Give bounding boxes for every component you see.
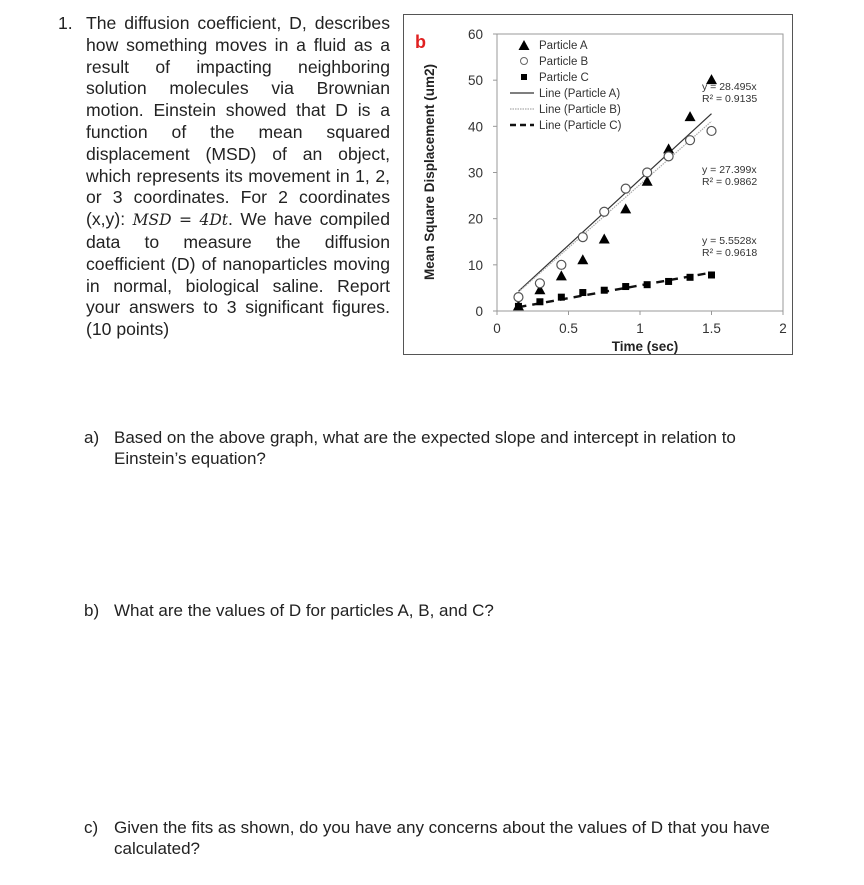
data-point-b: [514, 293, 523, 302]
y-axis-label: Mean Square Displacement (um2): [422, 63, 437, 281]
legend-circle-icon: [521, 58, 528, 65]
data-point-c: [644, 281, 651, 288]
data-point-a: [599, 233, 610, 243]
data-point-c: [622, 283, 629, 290]
legend-label: Line (Particle B): [539, 104, 621, 116]
data-point-c: [536, 298, 543, 305]
question-a-text: Based on the above graph, what are the expected slope and intercept in relation to Einstein’s equation?: [114, 428, 736, 468]
question-c: [84, 817, 804, 859]
problem-text-1: The diffusion coefficient, D, describes how something moves in a fluid as a result of impacting neighboring solution molecules via Brownian motion. Einstein showed that D is a function of the mean squared displacement (MSD) of an object, which represents its movement in 1, 2, or 3 coordinates. For 2 coordinates (x,y):: [86, 13, 390, 230]
legend-label: Particle C: [539, 72, 589, 84]
legend-square-icon: [521, 74, 527, 80]
question-c-label: c): [84, 818, 99, 837]
y-tick-label: 30: [467, 165, 483, 181]
fit-equation-b: y = 27.399x: [702, 164, 757, 176]
data-point-c: [579, 289, 586, 296]
x-axis-label: Time (sec): [611, 339, 679, 354]
data-point-c: [515, 303, 522, 310]
problem-number: 1.: [58, 13, 73, 33]
legend-label: Particle A: [539, 40, 588, 52]
fit-equation-c: y = 5.5528x: [702, 235, 757, 247]
y-tick-label: 60: [467, 27, 483, 42]
question-a: [84, 427, 804, 469]
fit-line-c: [518, 273, 711, 308]
question-b-text: What are the values of D for particles A, B, and C?: [114, 601, 494, 620]
data-point-a: [577, 254, 588, 264]
data-point-a: [620, 203, 631, 213]
problem-body: [86, 13, 390, 341]
fit-line-a: [518, 114, 711, 292]
data-point-c: [665, 278, 672, 285]
data-point-b: [686, 136, 695, 145]
y-tick-label: 0: [475, 304, 483, 319]
data-point-a: [556, 270, 567, 280]
fit-r2-a: R² = 0.9135: [702, 93, 758, 105]
x-tick-label: 0: [493, 321, 501, 336]
data-point-b: [600, 207, 609, 216]
msd-chart-figure: [403, 14, 793, 355]
data-point-b: [643, 168, 652, 177]
data-point-c: [687, 274, 694, 281]
msd-chart: [404, 15, 794, 356]
data-point-b: [578, 233, 587, 242]
data-point-b: [557, 260, 566, 269]
legend-label: Line (Particle A): [539, 88, 621, 100]
y-tick-label: 40: [467, 119, 483, 135]
fit-line-b: [518, 121, 711, 292]
x-tick-label: 1.5: [702, 321, 721, 336]
y-tick-label: 10: [467, 257, 483, 273]
data-point-c: [601, 287, 608, 294]
problem-statement: [58, 13, 390, 341]
question-b-label: b): [84, 601, 100, 620]
fit-r2-b: R² = 0.9862: [702, 176, 758, 188]
question-a-label: a): [84, 428, 100, 447]
fit-r2-c: R² = 0.9618: [702, 247, 758, 259]
panel-label: b: [415, 32, 426, 52]
data-point-b: [535, 279, 544, 288]
fit-equation-a: y = 28.495x: [702, 81, 757, 93]
x-tick-label: 2: [779, 321, 787, 336]
legend-label: Particle B: [539, 56, 589, 68]
question-c-text: Given the fits as shown, do you have any concerns about the values of D that you have calculated?: [114, 818, 770, 858]
x-tick-label: 1: [636, 321, 644, 336]
data-point-c: [558, 294, 565, 301]
y-tick-label: 20: [467, 211, 483, 227]
data-point-c: [708, 271, 715, 278]
legend-label: Line (Particle C): [539, 120, 622, 132]
x-tick-label: 0.5: [559, 321, 578, 336]
data-point-a: [685, 111, 696, 121]
y-tick-label: 50: [467, 73, 483, 89]
msd-equation: MSD = 4Dt: [132, 211, 229, 230]
data-point-b: [621, 184, 630, 193]
problem-text-2: . We have compiled data to measure the diffusion coefficient (D) of nanoparticles moving in normal, biological saline. Report your answers to 3 significant figures. (10 points): [86, 209, 391, 340]
legend-triangle-icon: [519, 40, 530, 50]
data-point-b: [664, 152, 673, 161]
data-point-b: [707, 126, 716, 135]
question-b: [84, 600, 804, 621]
